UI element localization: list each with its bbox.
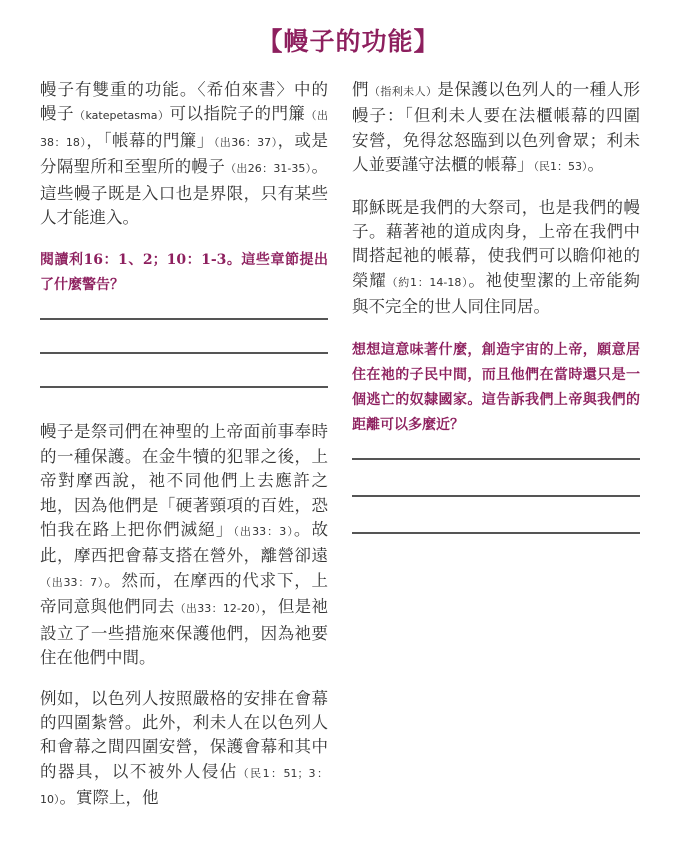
reference: （民1：51；3：10）	[40, 766, 328, 807]
answer-lines	[40, 318, 328, 388]
text: ，但是祂設立了一些措施來保護他們，因為祂要住在他們中間。	[40, 597, 329, 668]
reference: （出33：3）	[233, 525, 294, 539]
reference: （出36：37）	[213, 135, 278, 149]
answer-line[interactable]	[40, 318, 328, 320]
reference: （出26：31-35）	[225, 162, 312, 176]
text: 。	[587, 155, 604, 175]
left-column	[40, 78, 328, 813]
question-2: 想想這意味著什麼，創造宇宙的上帝，願意居住在祂的子民中間，而且他們在當時還只是一個逃亡的奴隸國家。這告訴我們上帝與我們的距離可以多麼近？	[352, 341, 640, 433]
text: ，或是分隔聖所和至聖所的幔子	[40, 130, 329, 177]
reference: （指利未人）	[368, 85, 438, 98]
text: 。這些幔子既是入口也是界限，只有某些人才能進入。	[40, 157, 329, 228]
reference: （katepetasma）	[74, 109, 170, 123]
answer-lines	[352, 458, 640, 534]
text: 幔子是祭司們在神聖的上帝面前事奉時的一種保護。在金牛犢的犯罪之後，上帝對摩西說，祂不同他們上去應許之地，因為他們是「硬著頸項的百姓，恐怕我在路上把你們滅絕」	[40, 422, 328, 540]
text: 是保護以色列人的一種人形幔子：「但利未人要在法櫃帳幕的四圍安營，免得忿怒臨到以色列會眾；利未人並要謹守法櫃的帳幕」	[352, 80, 641, 175]
paragraph-protection	[40, 420, 328, 670]
text: 幔子有雙重的功能。〈希伯來書〉中的幔子	[40, 80, 328, 124]
paragraph-veil-functions	[40, 78, 328, 230]
reference: （約1：14-18）	[386, 275, 469, 289]
paragraph-camp-arrangement	[40, 687, 328, 813]
text: 耶穌既是我們的大祭司，也是我們的幔子。藉著祂的道成肉身，上帝在我們中間搭起祂的帳幕，使我們可以瞻仰祂的榮耀	[352, 197, 640, 290]
reference: （出33：12-20）	[174, 602, 262, 616]
reference: （民1：53）	[533, 160, 588, 174]
text: 。實際上，他	[59, 788, 159, 808]
right-column	[352, 78, 640, 569]
paragraph-jesus-veil	[352, 196, 640, 320]
answer-line[interactable]	[352, 458, 640, 460]
text: 例如，以色列人按照嚴格的安排在會幕的四圍紮營。此外，利未人在以色列人和會幕之間四圍安營，保護會幕和其中的器具，以不被外人侵佔	[40, 688, 328, 781]
paragraph-levites	[352, 78, 640, 180]
page-title: 【幔子的功能】	[257, 27, 440, 56]
reference: （出33：7）	[40, 575, 105, 589]
text: ，「帳幕的門簾」	[86, 130, 214, 150]
answer-line[interactable]	[40, 386, 328, 388]
text: 可以指院子的門簾	[169, 104, 306, 124]
answer-line[interactable]	[352, 532, 640, 534]
reference: （出38：18）	[40, 109, 328, 149]
text: 。然而，在摩西的代求下，上帝同意與他們同去	[40, 570, 329, 617]
text: 。祂使聖潔的上帝能夠與不完全的世人同住同居。	[352, 270, 641, 317]
question-1: 閱讀利16：1、2；10：1-3。這些章節提出了什麼警告？	[40, 252, 328, 294]
answer-line[interactable]	[40, 352, 328, 354]
text: 。故此，摩西把會幕支搭在營外，離營卻遠	[40, 520, 329, 566]
answer-line[interactable]	[352, 495, 640, 497]
text: 們	[352, 80, 369, 99]
